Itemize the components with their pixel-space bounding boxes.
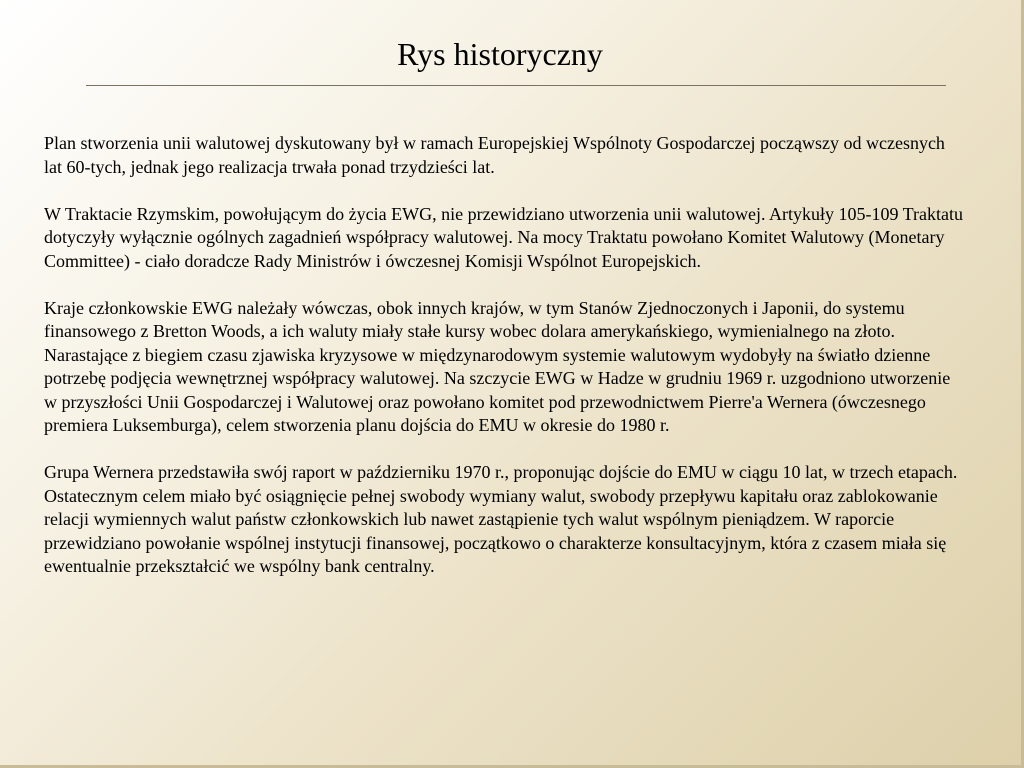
slide-body <box>44 132 964 579</box>
body-paragraph: Kraje członkowskie EWG należały wówczas, obok innych krajów, w tym Stanów Zjednoczonych i Japonii, do systemu finansowego z Bretton Woods, a ich waluty miały stałe kursy wobec dolara amerykańskiego, wymienialnego na złoto. Narastające z biegiem czasu zjawiska kryzysowe w międzynarodowym systemie walutowym wydobyły na światło dzienne potrzebę podjęcia wewnętrznej współpracy walutowej. Na szczycie EWG w Hadze w grudniu 1969 r. uzgodniono utworzenie w przyszłości Unii Gospodarczej i Walutowej oraz powołano komitet pod przewodnictwem Pierre'a Wernera (ówczesnego premiera Luksemburga), celem stworzenia planu dojścia do EMU w okresie do 1980 r. <box>44 297 951 435</box>
body-paragraph: W Traktacie Rzymskim, powołującym do życia EWG, nie przewidziano utworzenia unii walutowej. Artykuły 105-109 Traktatu dotyczyły wyłącznie ogólnych zagadnień współpracy walutowej. Na mocy Traktatu powołano Komitet Walutowy (Monetary Committee) - ciało doradcze Rady Ministrów i ówczesnej Komisji Wspólnot Europejskich. <box>44 203 963 271</box>
body-paragraph: Grupa Wernera przedstawiła swój raport w październiku 1970 r., proponując dojście do EMU w ciągu 10 lat, w trzech etapach. Ostatecznym celem miało być osiągnięcie pełnej swobody wymiany walut, swobody przepływu kapitału oraz zablokowanie relacji wymiennych walut państw członkowskich lub nawet zastąpienie tych walut wspólnym pieniądzem. W raporcie przewidziano powołanie wspólnej instytucji finansowej, początkowo o charakterze konsultacyjnym, która z czasem miała się ewentualnie przekształcić we wspólny bank centralny. <box>44 462 958 576</box>
title-divider <box>86 85 946 86</box>
body-paragraph: Plan stworzenia unii walutowej dyskutowany był w ramach Europejskiej Wspólnoty Gospodarczej począwszy od wczesnych lat 60-tych, jednak jego realizacja trwała ponad trzydzieści lat. <box>44 133 945 177</box>
slide-title: Rys historyczny <box>397 36 603 72</box>
